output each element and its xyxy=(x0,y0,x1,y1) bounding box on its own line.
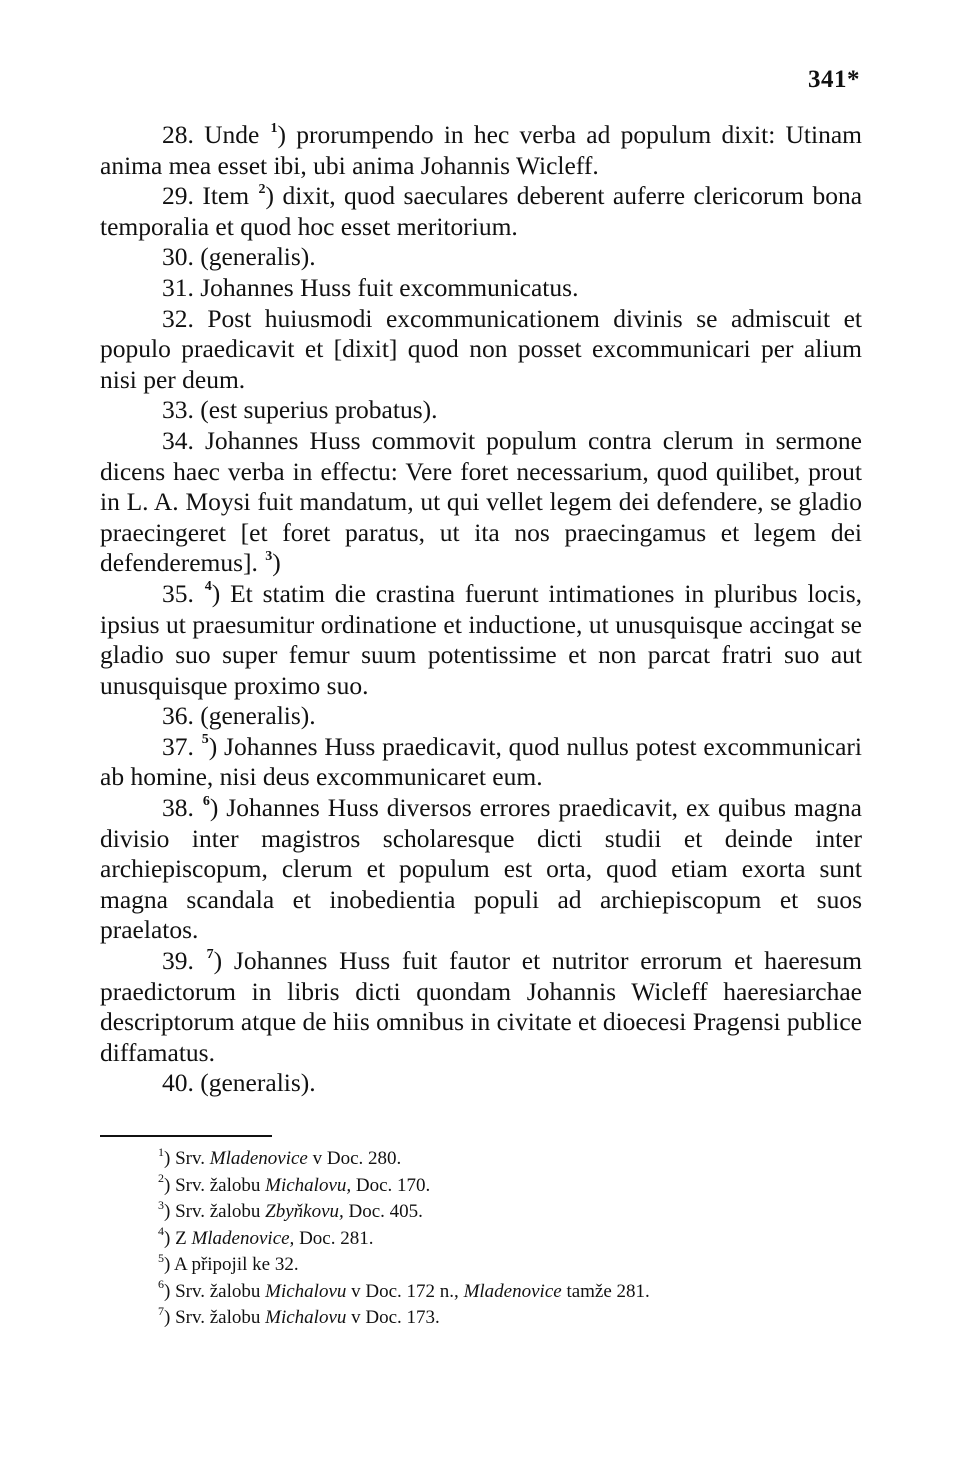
footnote-divider xyxy=(100,1135,272,1137)
paragraph-31: 31. Johannes Huss fuit excommunicatus. xyxy=(162,272,579,302)
paragraph-34: 34. Johannes Huss commovit populum contra clerum in sermone dicens haec verba in effectu: Vere foret necessarium, quod quilibet, prout in L. A. Moysi fuit mandatum, ut qui vellet legem dei defendere, se gladio praecingeret [et foret paratus, ut ita nos praecingamus et legem dei defenderemus]. $^3$) xyxy=(100,425,862,578)
footnote-ref: 6 xyxy=(202,793,210,809)
footnote-ref: 7 xyxy=(206,946,214,962)
footnote-ref: 3 xyxy=(265,548,273,564)
body-text xyxy=(100,120,862,1099)
paragraph-28: 28. Unde $^1$) prorumpendo in hec verba ad populum dixit: Utinam anima mea esset ibi, ubi anima Johannis Wicleff. xyxy=(100,120,862,180)
footnote-ref: 1 xyxy=(270,120,278,136)
footnote-3: $^3$) Srv. žalobu Zbyňkovu, Doc. 405. xyxy=(158,1197,423,1222)
footnote-1: $^1$) Srv. Mladenovice v Doc. 280. xyxy=(158,1144,402,1169)
paragraph-32: 32. Post huiusmodi excommunicationem divinis se admiscuit et populo praedicavit et [dixit] quod non posset excommunicari per alium nisi per deum. xyxy=(100,303,862,394)
footnote-2: $^2$) Srv. žalobu Michalovu, Doc. 170. xyxy=(158,1171,431,1196)
page-number: 341* xyxy=(808,66,860,93)
paragraph-39: 39. $^7$) Johannes Huss fuit fautor et nutritor errorum et haeresum praedictorum in libris dicti quondam Johannis Wicleff haeresiarchae descriptorum atque de hiis omnibus in civitate et dioecesi Pragensi publice diffamatus. xyxy=(100,946,862,1067)
footnote-7: $^7$) Srv. žalobu Michalovu v Doc. 173. xyxy=(158,1303,440,1328)
footnote-ref: 2 xyxy=(258,181,266,197)
footnote-ref: 5 xyxy=(201,732,209,748)
paragraph-33: 33. (est superius probatus). xyxy=(162,395,438,425)
paragraph-35: 35. $^4$) Et statim die crastina fuerunt intimationes in pluribus locis, ipsius ut praesumitur ordinatione et inductione, ut unusquisque accingat se gladio suo super femur suum potentissime et non parcat fratri suo aut unusquisque proximo suo. xyxy=(100,578,862,700)
paragraph-29: 29. Item $^2$) dixit, quod saeculares deberent auferre clericorum bona temporalia et quod hoc esset meritorium. xyxy=(100,181,863,241)
footnote-4: $^4$) Z Mladenovice, Doc. 281. xyxy=(158,1224,374,1249)
footnote-ref: 4 xyxy=(204,579,212,595)
footnote-5: $^5$) A připojil ke 32. xyxy=(158,1250,299,1275)
footnotes xyxy=(158,1146,858,1332)
paragraph-40: 40. (generalis). xyxy=(162,1068,316,1098)
paragraph-36: 36. (generalis). xyxy=(162,701,316,731)
footnote-6: $^6$) Srv. žalobu Michalovu v Doc. 172 n., Mladenovice tamže 281. xyxy=(158,1277,650,1302)
paragraph-37: 37. $^5$) Johannes Huss praedicavit, quod nullus potest excommunicari ab homine, nisi deus excommunicaret eum. xyxy=(100,731,862,792)
paragraph-30: 30. (generalis). xyxy=(162,242,316,272)
paragraph-38: 38. $^6$) Johannes Huss diversos errores praedicavit, ex quibus magna divisio inter magistros scholaresque dicti studii et deinde inter archiepiscopum, clerum et populum est orta, quod etiam exorta sunt magna scandala et inobedientia populi ad archiepiscopum et suos praelatos. xyxy=(100,793,862,945)
